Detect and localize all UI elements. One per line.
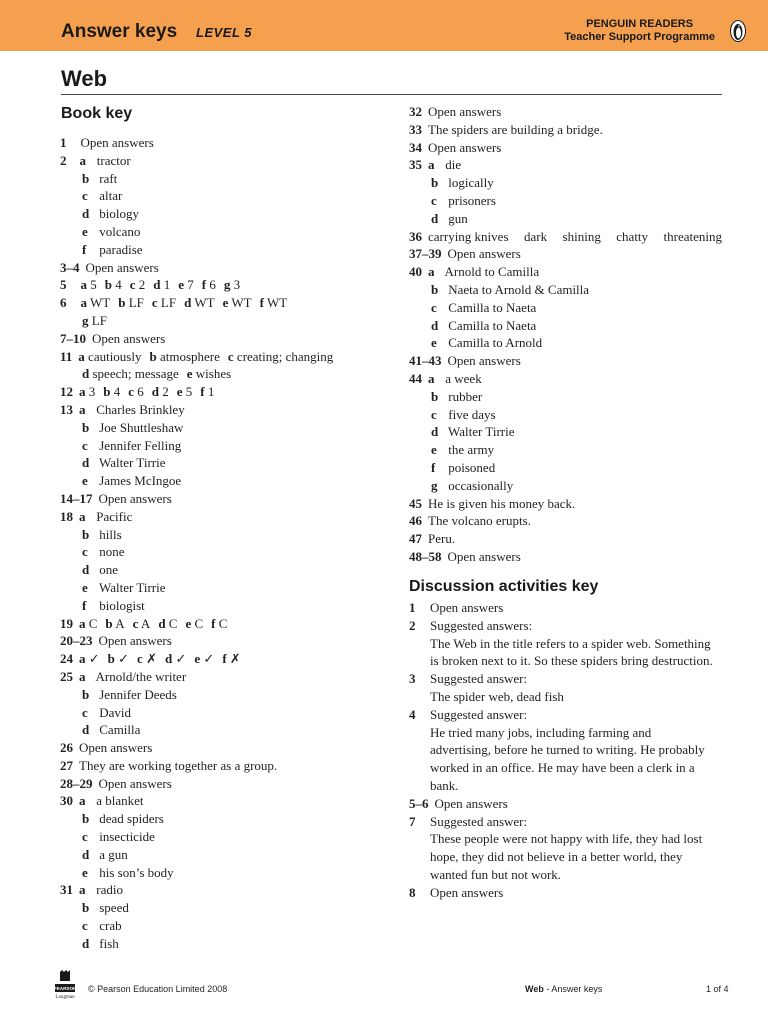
pearson-longman-logo-icon	[54, 968, 76, 1000]
discussion-3-line-1: The spider web, dead fish	[430, 688, 564, 704]
answer-6g: g LF	[82, 312, 107, 328]
answer-18c: c none	[82, 544, 125, 560]
page-number: 1 of 4	[706, 984, 729, 994]
answer-30b: b dead spiders	[82, 811, 164, 827]
copyright: © Pearson Education Limited 2008	[88, 984, 228, 994]
brand-line-2: Teacher Support Programme	[564, 31, 715, 43]
answer-46: 46 The volcano erupts.	[409, 513, 531, 529]
answer-18b: b hills	[82, 526, 122, 542]
answer-40e: e Camilla to Arnold	[431, 335, 543, 351]
answer-30e: e his son’s body	[82, 864, 174, 880]
discussion-3: 3 Suggested answer:	[409, 671, 528, 687]
answer-44a: 44 a a week	[409, 370, 482, 386]
brand-line-1: PENGUIN READERS	[586, 18, 694, 30]
discussion-4-line-4: bank.	[430, 777, 459, 793]
discussion-1: 1 Open answers	[409, 600, 504, 615]
logo-longman-text: Longman	[55, 995, 75, 1000]
answer-36: 36 carrying knives dark shining chatty threatening	[409, 228, 722, 244]
answer-35c: c prisoners	[431, 192, 496, 208]
discussion-7-line-2: hope, they did not believe in a better world, they	[430, 849, 683, 865]
page-title: Web	[61, 66, 108, 91]
answer-1: 1 Open answers	[60, 135, 154, 150]
answer-44e: e the army	[431, 442, 495, 458]
discussion-4-line-2: advertising, before he turned to writing. He probably	[430, 742, 705, 758]
answer-2a: 2 a tractor	[60, 152, 131, 168]
answer-18a: 18 a Pacific	[60, 508, 133, 524]
header-title: Answer keys	[61, 21, 178, 42]
answer-34: 34 Open answers	[409, 139, 502, 155]
answer-25d: d Camilla	[82, 722, 141, 738]
answer-44g: g occasionally	[431, 477, 514, 493]
answer-2d: d biology	[82, 206, 139, 222]
book-key-heading: Book key	[61, 105, 133, 122]
answer-37-39: 37–39 Open answers	[409, 246, 521, 262]
answer-44d: d Walter Tirrie	[431, 424, 515, 440]
discussion-2-line-2: is broken next to it. So these spiders bring destruction.	[430, 653, 713, 669]
discussion-4-line-1: He tried many jobs, including farming and	[430, 724, 652, 740]
answer-40b: b Naeta to Arnold & Camilla	[431, 281, 590, 297]
discussion-key-list	[409, 599, 722, 902]
answer-40d: d Camilla to Naeta	[431, 317, 537, 333]
answer-7-10: 7–10 Open answers	[60, 330, 166, 346]
discussion-5-6: 5–6 Open answers	[409, 795, 508, 811]
answer-3-4: 3–4 Open answers	[60, 259, 159, 275]
book-key-right-column	[409, 103, 722, 566]
discussion-4-line-3: worked in an office. He may have been a clerk in a	[430, 760, 695, 776]
answer-2f: f paradise	[82, 241, 143, 257]
answer-44b: b rubber	[431, 388, 483, 404]
answer-5: 5 a 5 b 4 c 2 d 1 e 7 f 6 g 3	[60, 277, 241, 293]
answer-27: 27 They are working together as a group.	[60, 757, 278, 773]
answer-31d: d fish	[82, 935, 119, 951]
answer-35b: b logically	[431, 175, 494, 191]
answer-47: 47 Peru.	[409, 531, 456, 547]
discussion-4: 4 Suggested answer:	[409, 706, 528, 722]
answer-13b: b Joe Shuttleshaw	[82, 419, 184, 435]
answer-6: 6 a WT b LF c LF d WT e WT f WT	[60, 295, 288, 311]
logo-pearson-text: PEARSON	[54, 986, 76, 991]
answer-35a: 35 a die	[409, 157, 462, 173]
answer-25b: b Jennifer Deeds	[82, 686, 177, 702]
answer-11: 11 a cautiously b atmosphere c creating; changing	[60, 348, 334, 364]
answer-45: 45 He is given his money back.	[409, 495, 576, 511]
header-brand	[564, 18, 715, 44]
answer-25c: c David	[82, 704, 132, 720]
header-level: LEVEL 5	[196, 25, 253, 40]
answer-31b: b speed	[82, 900, 129, 916]
discussion-key-heading: Discussion activities key	[409, 578, 599, 595]
answer-13e: e James McIngoe	[82, 473, 182, 489]
header-bar	[0, 0, 768, 51]
answer-26: 26 Open answers	[60, 740, 153, 756]
answer-25a: 25 a Arnold/the writer	[60, 668, 187, 684]
answer-28-29: 28–29 Open answers	[60, 775, 172, 791]
answer-44c: c five days	[431, 406, 496, 422]
discussion-8: 8 Open answers	[409, 884, 504, 900]
answer-13d: d Walter Tirrie	[82, 455, 166, 471]
answer-41-43: 41–43 Open answers	[409, 353, 521, 369]
answer-31a: 31 a radio	[60, 882, 123, 898]
answer-19: 19 a C b A c A d C e C f C	[60, 615, 228, 631]
answer-44f: f poisoned	[431, 459, 496, 475]
answer-48-58: 48–58 Open answers	[409, 548, 521, 564]
answer-33: 33 The spiders are building a bridge.	[409, 121, 603, 137]
answer-18e: e Walter Tirrie	[82, 579, 166, 595]
answer-30d: d a gun	[82, 846, 128, 862]
answer-40a: 40 a Arnold to Camilla	[409, 264, 540, 280]
title-divider	[61, 94, 722, 95]
discussion-7-line-3: wanted fun but not work.	[430, 866, 562, 882]
answer-18d: d one	[82, 562, 119, 578]
answer-13c: c Jennifer Felling	[82, 437, 182, 453]
discussion-2-line-1: The Web in the title refers to a spider web. Something	[430, 635, 711, 651]
footer-title: Web - Answer keys	[525, 984, 603, 994]
answer-13a: 13 a Charles Brinkley	[60, 401, 185, 417]
answer-11d: d speech; message e wishes	[82, 366, 232, 382]
penguin-logo-icon	[730, 20, 746, 42]
answer-30c: c insecticide	[82, 829, 155, 845]
answer-14-17: 14–17 Open answers	[60, 490, 172, 506]
answer-12: 12 a 3 b 4 c 6 d 2 e 5 f 1	[60, 384, 215, 400]
answer-2b: b raft	[82, 170, 118, 186]
answer-31c: c crab	[82, 918, 122, 934]
answer-32: 32 Open answers	[409, 104, 502, 119]
discussion-7-line-1: These people were not happy with life, they had lost	[430, 831, 703, 847]
answer-2c: c altar	[82, 188, 123, 204]
answer-20-23: 20–23 Open answers	[60, 633, 172, 649]
book-key-left-column	[60, 134, 380, 953]
answer-35d: d gun	[431, 210, 468, 226]
answer-40c: c Camilla to Naeta	[431, 299, 537, 315]
answer-30a: 30 a a blanket	[60, 793, 144, 809]
discussion-2: 2 Suggested answers:	[409, 617, 533, 633]
discussion-7: 7 Suggested answer:	[409, 813, 528, 829]
answer-2e: e volcano	[82, 223, 141, 239]
answer-18f: f biologist	[82, 597, 145, 613]
answer-24: 24 a ✓ b ✓ c ✗ d ✓ e ✓ f ✗	[60, 651, 241, 667]
